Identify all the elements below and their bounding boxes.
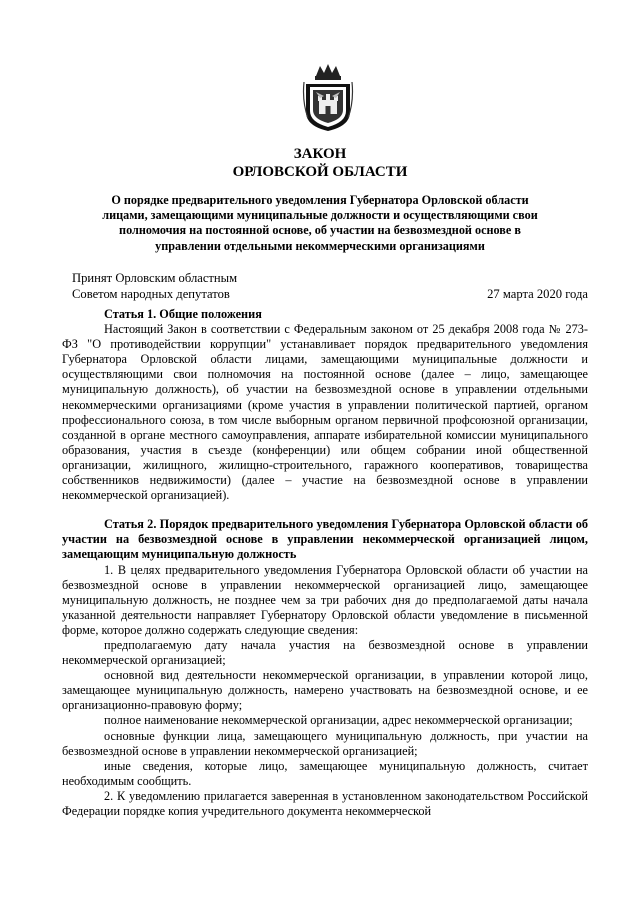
adoption-line-1: Принят Орловским областным	[72, 271, 238, 285]
article-1-text: Настоящий Закон в соответствии с Федеральным законом от 25 декабря 2008 года № 273-ФЗ "О противодействии коррупции" устанавливает порядок предварительного уведомления Губернатора Орловской области лицами, замещающими муниципальные должности и осуществляющими свои полномочия на постоянной основе (далее – лицо, замещающее муниципальную должность), об участии на безвозмездной основе в управлении отдельными некоммерческими организациями (кроме участия в управлении политической партией, органом профессионального союза, в том числе выборным органом первичной профсоюзной организации, созданной в органе местного самоуправления, аппарате избирательной комиссии муниципального образования, участия в съезде (конференции) или общем собрании иной общественной организации, жилищного, жилищно-строительного, гаражного кооперативов, товарищества собственников недвижимости) (далее – участие на безвозмездной основе в управлении некоммерческой организацией).	[62, 322, 588, 503]
article-2-paragraph-1: 1. В целях предварительного уведомления Губернатора Орловской области об участии на безвозмездной основе в управлении некоммерческой организацией лицо, замещающее муниципальную должность, не позднее чем за три рабочих дня до предполагаемой даты начала указанной деятельности направляет Губернатору Орловской области уведомление в письменной форме, которое должно содержать следующие сведения:	[62, 562, 588, 637]
article-2-item-5: иные сведения, которые лицо, замещающее муниципальную должность, считает необходимым сообщить.	[62, 758, 588, 788]
article-2-item-2: основной вид деятельности некоммерческой организации, в управлении которой лицо, замещающее муниципальную должность, намерено участвовать на безвозмездной основе, и ее организационно-правовую форму;	[62, 668, 588, 713]
law-title: ЗАКОН	[293, 146, 347, 162]
adoption-block	[72, 271, 588, 302]
article-2-item-1: предполагаемую дату начала участия на безвозмездной основе в управлении некоммерческой организацией;	[62, 637, 588, 668]
article-2-paragraph-2: 2. К уведомлению прилагается заверенная в установленном законодательством Российской Федерации порядке копия учредительного документа некоммерческой	[62, 788, 588, 818]
law-subtitle: О порядке предварительного уведомления Губернатора Орловской области лицами, замещающими муниципальные должности и осуществляющими свои полномочия на постоянной основе, об участии на безвозмездной основе в управлении отдельными некоммерческими организациями	[102, 193, 538, 253]
law-body	[62, 307, 588, 819]
region-title: ОРЛОВСКОЙ ОБЛАСТИ	[232, 164, 408, 180]
orel-region-coat-of-arms-icon	[302, 62, 354, 132]
article-2-item-4: основные функции лица, замещающего муниципальную должность, при участии на безвозмездной основе в управлении некоммерческой организацией;	[62, 728, 588, 758]
adoption-date: 27 марта 2020 года	[487, 286, 588, 301]
article-2-heading: Статья 2. Порядок предварительного уведомления Губернатора Орловской области об участии на безвозмездной основе в управлении некоммерческой организацией лицом, замещающим муниципальную должность	[62, 517, 588, 562]
article-1-heading: Статья 1. Общие положения	[104, 307, 262, 321]
adoption-line-2: Советом народных депутатов	[72, 286, 230, 301]
article-2-item-3: полное наименование некоммерческой организации, адрес некоммерческой организации;	[104, 713, 573, 728]
